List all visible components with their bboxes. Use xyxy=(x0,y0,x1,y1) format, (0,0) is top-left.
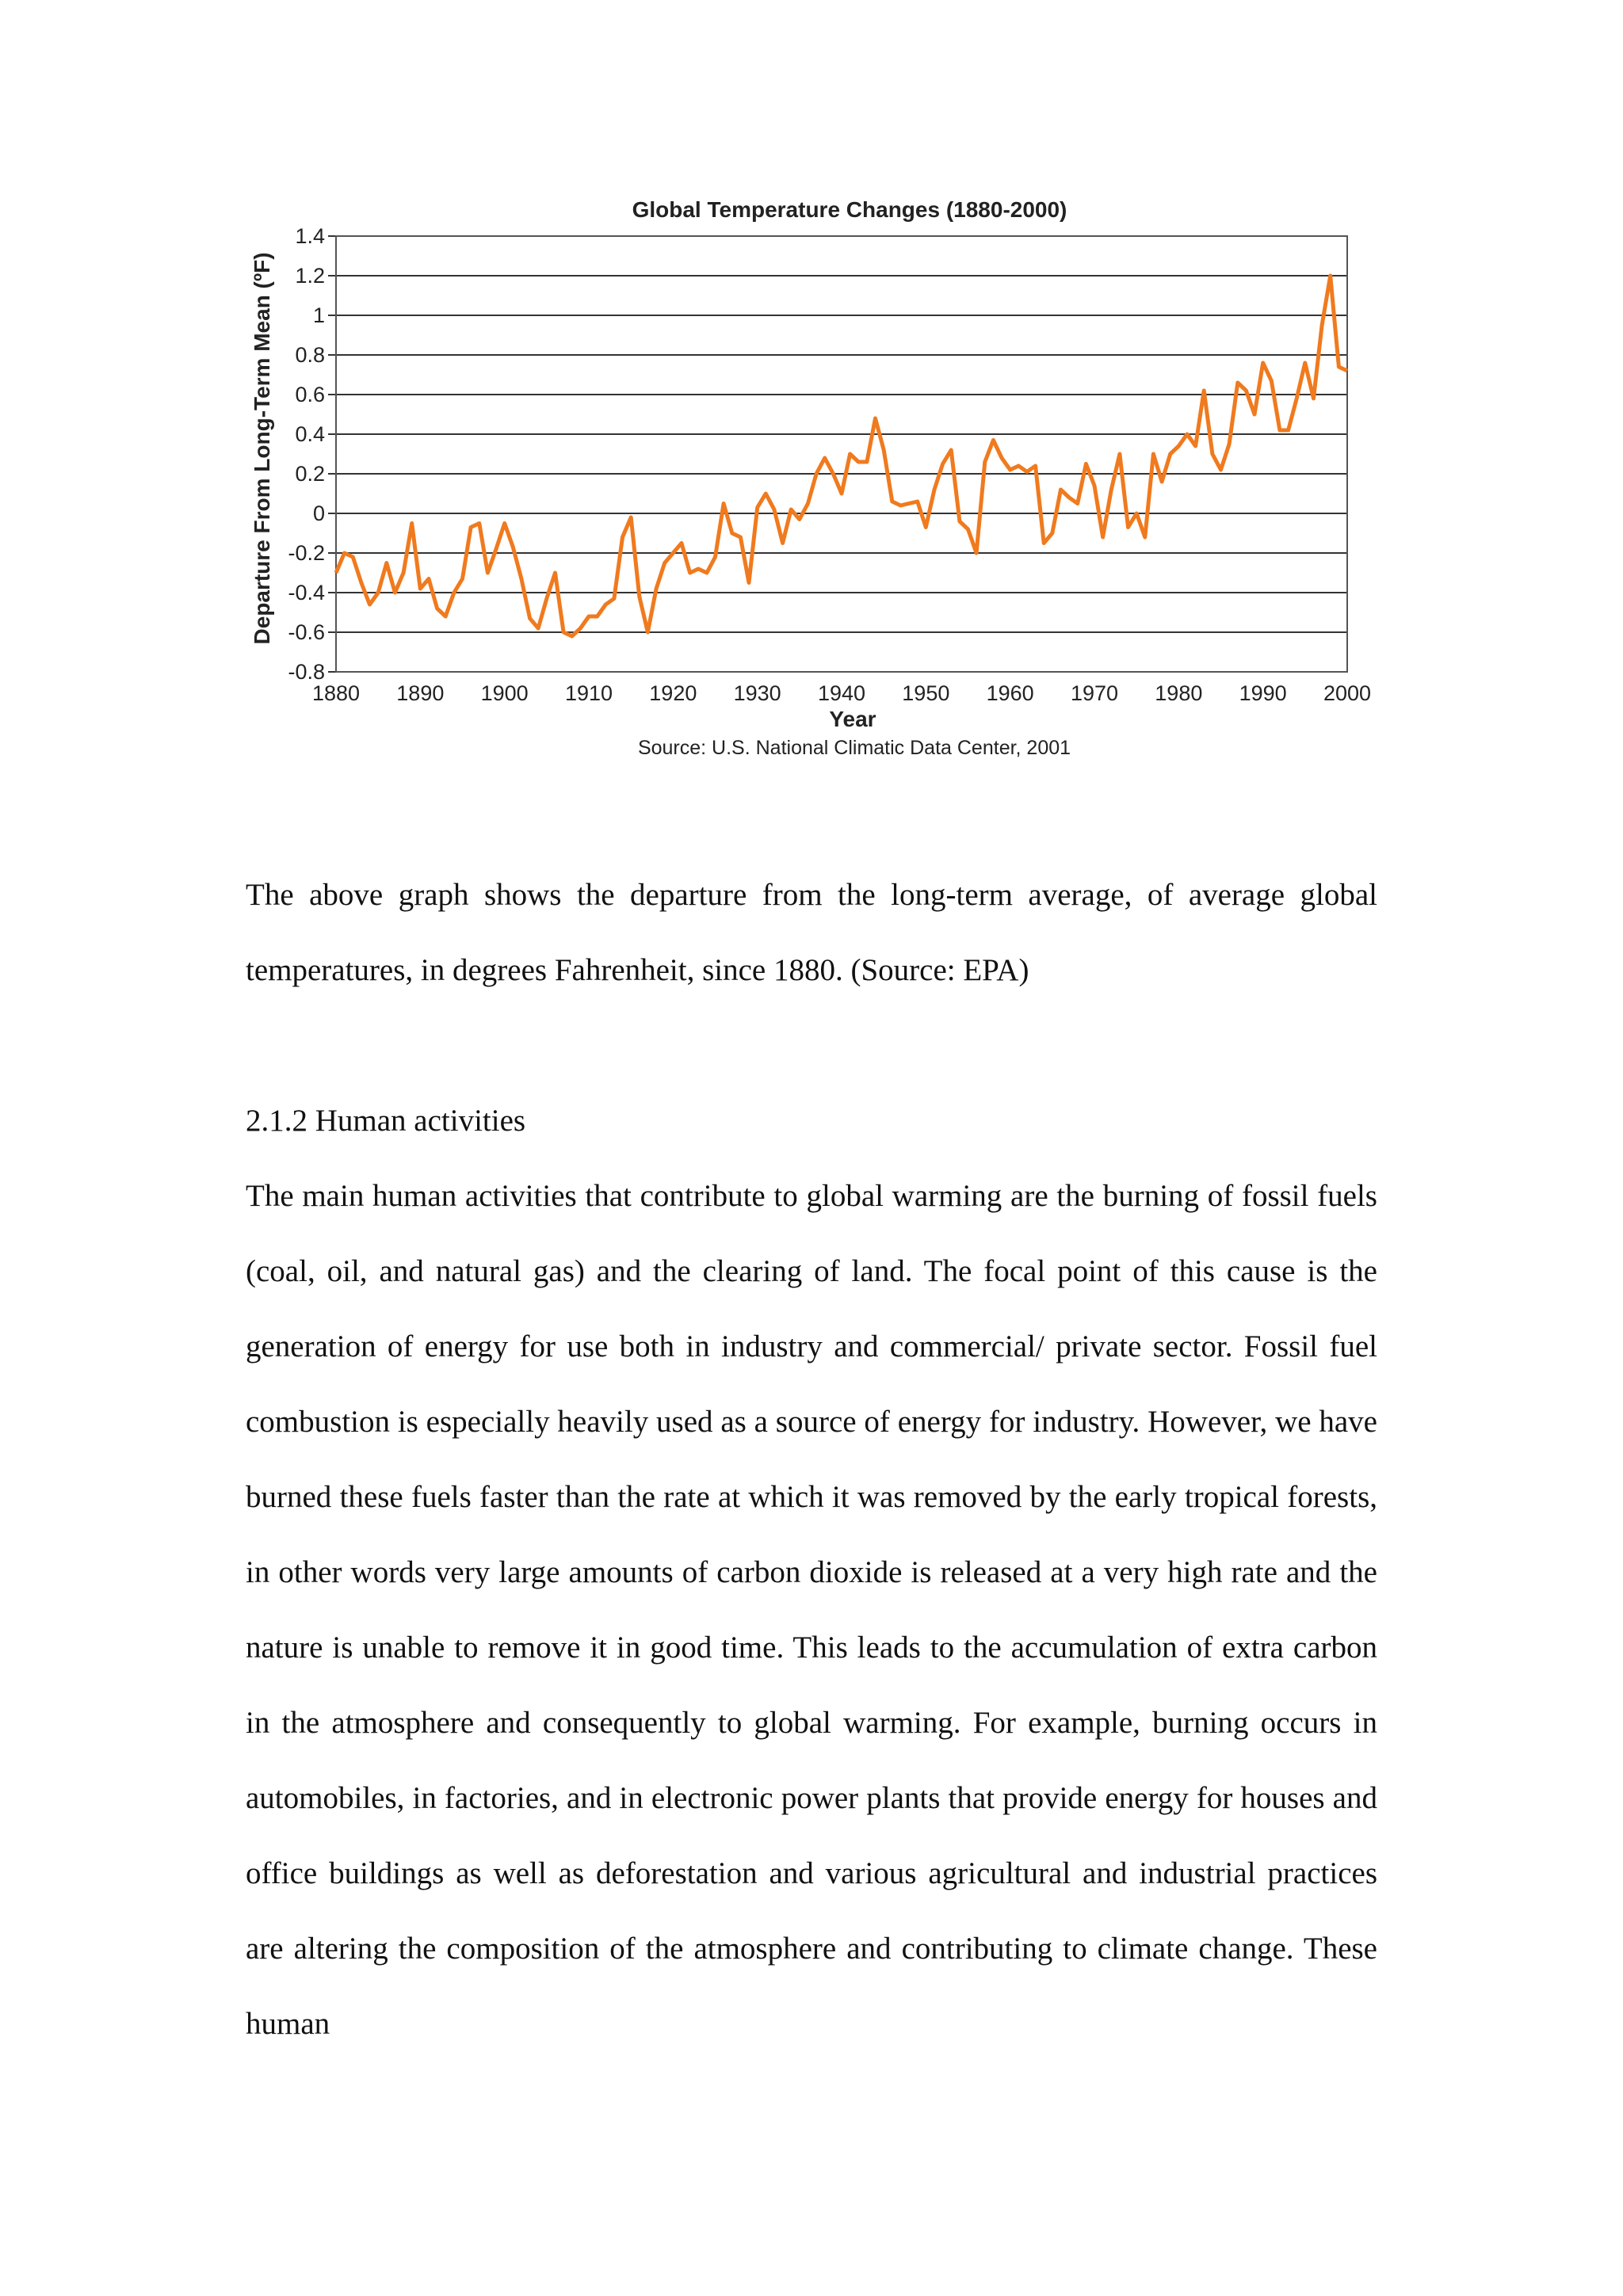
y-tick-label: -0.4 xyxy=(288,581,325,605)
y-axis-title: Departure From Long-Term Mean (ºF) xyxy=(250,252,274,645)
x-tick-label: 1950 xyxy=(902,681,950,705)
x-tick-label: 1900 xyxy=(480,681,529,705)
x-axis-title: Year xyxy=(829,707,876,731)
y-tick-label: 0.2 xyxy=(295,462,325,486)
x-tick-label: 1930 xyxy=(733,681,781,705)
temperature-series-line xyxy=(336,276,1347,636)
chart-source-note: Source: U.S. National Climatic Data Center, 2001 xyxy=(637,737,1071,759)
x-tick-label: 1940 xyxy=(817,681,866,705)
x-tick-label: 1920 xyxy=(649,681,697,705)
y-tick-labels xyxy=(288,224,325,684)
body-paragraph: The main human activities that contribute to global warming are the burning of fossil fuels (coal, oil, and natural gas) and the clearing of land. The focal point of this cause is the generation of energy for use both in industry and commercial/ private sector. Fossil fuel combustion is especially heavily used as a source of energy for industry. However, we have burned these fuels faster than the rate at which it was removed by the early tropical forests, in other words very large amounts of carbon dioxide is released at a very high rate and the nature is unable to remove it in good time. This leads to the accumulation of extra carbon in the atmosphere and consequently to global warming. For example, burning occurs in automobiles, in factories, and in electronic power plants that provide energy for houses and office buildings as well as deforestation and various agricultural and industrial practices are altering the composition of the atmosphere and contributing to climate change. These human xyxy=(246,1179,1377,2041)
plot-area-frame xyxy=(336,236,1347,672)
y-tick-label: 1 xyxy=(312,303,325,327)
temperature-chart-svg xyxy=(238,187,1387,765)
x-tick-label: 2000 xyxy=(1323,681,1372,705)
y-tick-label: 0.4 xyxy=(295,422,325,446)
chart-caption-paragraph: The above graph shows the departure from the long-term average, of average global temperatures, in degrees Fahrenheit, since 1880. (Source: EPA) xyxy=(246,878,1377,987)
y-tick-label: -0.8 xyxy=(288,660,325,684)
x-tick-label: 1990 xyxy=(1239,681,1287,705)
x-tick-label: 1960 xyxy=(986,681,1034,705)
temperature-chart xyxy=(238,187,1387,765)
x-tick-label: 1980 xyxy=(1155,681,1203,705)
y-tick-label: 1.4 xyxy=(295,224,325,248)
chart-gridlines xyxy=(328,236,1347,672)
y-tick-label: -0.6 xyxy=(288,620,325,644)
y-tick-label: 0 xyxy=(312,502,325,525)
y-tick-label: -0.2 xyxy=(288,541,325,565)
x-tick-label: 1890 xyxy=(396,681,445,705)
x-tick-labels xyxy=(312,681,1371,705)
y-tick-label: 1.2 xyxy=(295,264,325,288)
x-tick-label: 1910 xyxy=(564,681,613,705)
chart-title: Global Temperature Changes (1880-2000) xyxy=(632,197,1067,222)
y-tick-label: 0.8 xyxy=(295,343,325,367)
x-tick-label: 1880 xyxy=(311,681,361,705)
section-heading: 2.1.2 Human activities xyxy=(246,1104,526,1138)
y-tick-label: 0.6 xyxy=(295,383,325,406)
x-tick-label: 1970 xyxy=(1070,681,1119,705)
